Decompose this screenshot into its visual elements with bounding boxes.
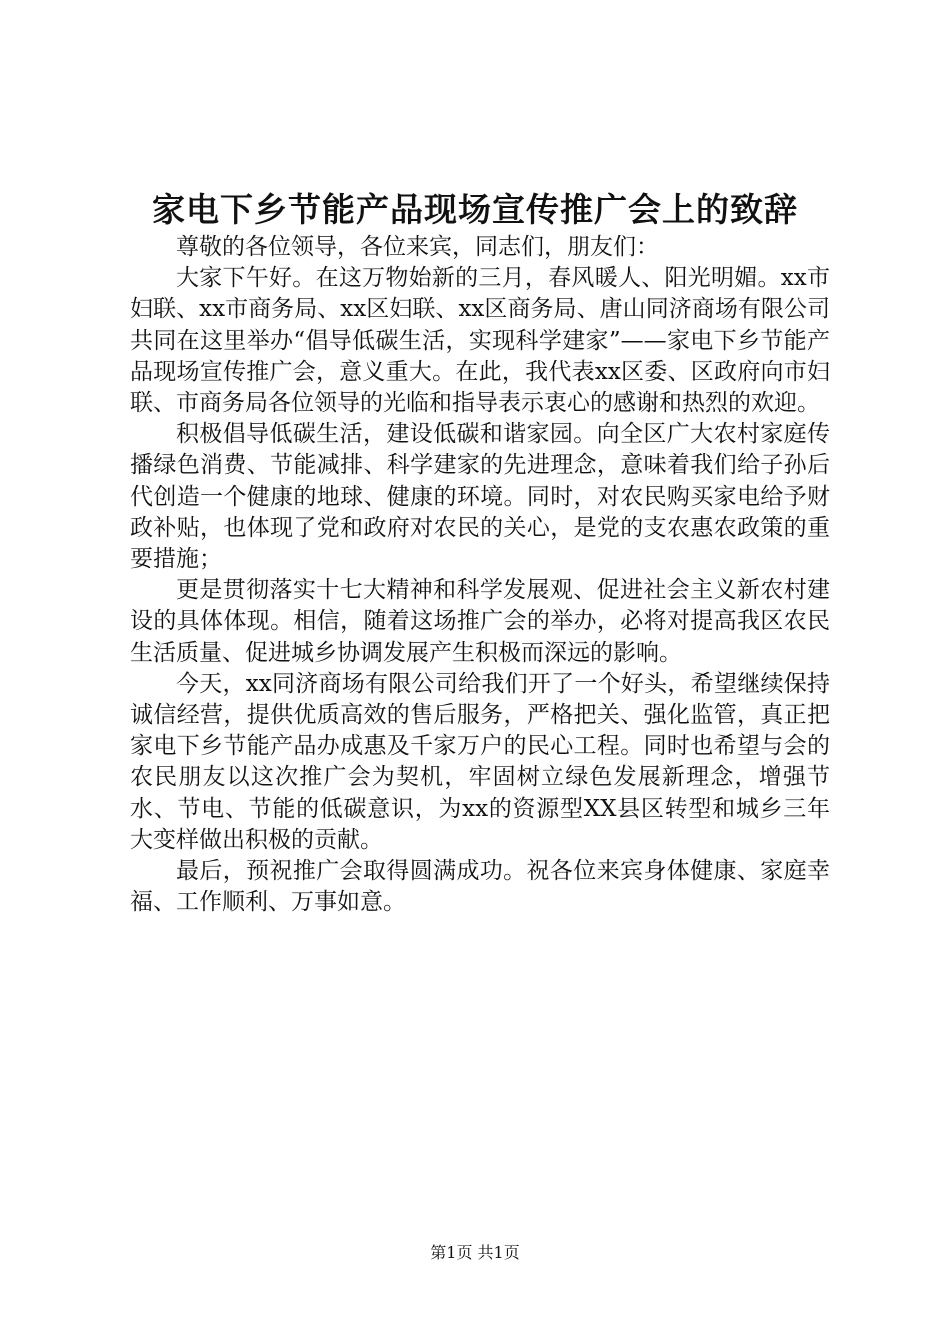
body-paragraph: 更是贯彻落实十七大精神和科学发展观、促进社会主义新农村建设的具体体现。相信，随着这场推广会的举办，必将对提高我区农民生活质量、促进城乡协调发展产生积极而深远的影响。 (130, 577, 830, 666)
closing-paragraph: 最后，预祝推广会取得圆满成功。祝各位来宾身体健康、家庭幸福、工作顺利、万事如意。 (130, 858, 830, 916)
body-paragraph: 今天，xx同济商场有限公司给我们开了一个好头，希望继续保持诚信经营，提供优质高效的售后服务，严格把关、强化监管，真正把家电下乡节能产品办成惠及千家万户的民心工程。同时也希望与会的农民朋友以这次推广会为契机，牢固树立绿色发展新理念，增强节水、节电、节能的低碳意识，为xx的资源型XX县区转型和城乡三年大变样做出积极的贡献。 (130, 670, 830, 853)
document-body (130, 232, 830, 918)
body-paragraph: 积极倡导低碳生活，建设低碳和谐家园。向全区广大农村家庭传播绿色消费、节能减排、科学建家的先进理念，意味着我们给子孙后代创造一个健康的地球、健康的环境。同时，对农民购买家电给予财政补贴，也体现了党和政府对农民的关心，是党的支农惠农政策的重要措施； (130, 421, 830, 573)
body-paragraph: 大家下午好。在这万物始新的三月，春风暖人、阳光明媚。xx市妇联、xx市商务局、xx区妇联、xx区商务局、唐山同济商场有限公司共同在这里举办“倡导低碳生活，实现科学建家”——家电下乡节能产品现场宣传推广会，意义重大。在此，我代表xx区委、区政府向市妇联、市商务局各位领导的光临和指导表示衷心的感谢和热烈的欢迎。 (130, 265, 830, 417)
salutation-paragraph: 尊敬的各位领导，各位来宾，同志们，朋友们： (176, 234, 659, 260)
page-footer: 第1页 共1页 (430, 1243, 520, 1262)
document-title: 家电下乡节能产品现场宣传推广会上的致辞 (152, 190, 798, 229)
